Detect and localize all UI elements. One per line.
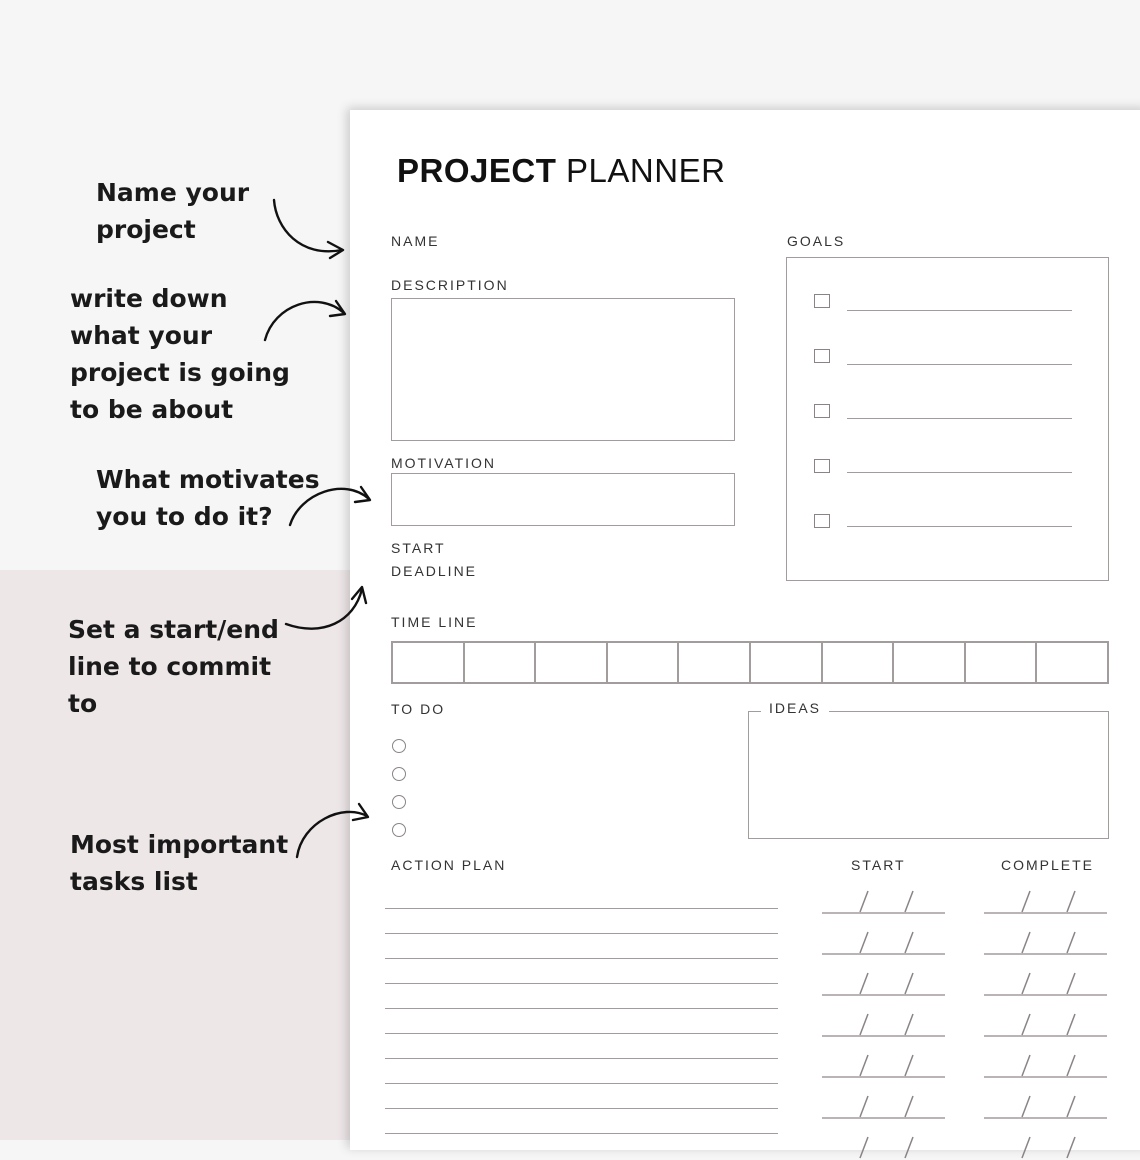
- action-plan-line[interactable]: [385, 933, 778, 934]
- start-date-field[interactable]: [822, 1093, 945, 1119]
- complete-date-field[interactable]: [984, 970, 1107, 996]
- start-column-label: START: [851, 857, 906, 873]
- action-plan-line[interactable]: [385, 983, 778, 984]
- start-date-field[interactable]: [822, 1011, 945, 1037]
- timeline-cell[interactable]: [393, 643, 465, 682]
- goal-checkbox[interactable]: [814, 459, 830, 473]
- action-plan-line[interactable]: [385, 908, 778, 909]
- start-date-field[interactable]: [822, 888, 945, 914]
- timeline-cell[interactable]: [679, 643, 751, 682]
- goals-box: [786, 257, 1109, 581]
- annotation-todo: Most important tasks list: [70, 830, 289, 896]
- action-plan-line[interactable]: [385, 1108, 778, 1109]
- goal-line[interactable]: [847, 472, 1072, 473]
- action-plan-line[interactable]: [385, 958, 778, 959]
- ideas-box[interactable]: [748, 711, 1109, 839]
- description-label: DESCRIPTION: [391, 277, 509, 293]
- timeline-cell[interactable]: [465, 643, 537, 682]
- goal-line[interactable]: [847, 310, 1072, 311]
- motivation-label: MOTIVATION: [391, 455, 497, 471]
- action-plan-label: ACTION PLAN: [391, 857, 507, 873]
- complete-date-field[interactable]: [984, 1052, 1107, 1078]
- start-date-field[interactable]: [822, 929, 945, 955]
- action-plan-line[interactable]: [385, 1033, 778, 1034]
- timeline-cell[interactable]: [823, 643, 895, 682]
- complete-date-field[interactable]: [984, 1093, 1107, 1119]
- goal-checkbox[interactable]: [814, 349, 830, 363]
- title-light: PLANNER: [566, 152, 726, 189]
- title-bold: PROJECT: [397, 152, 557, 189]
- arrow-icon: [274, 200, 343, 258]
- deadline-label: DEADLINE: [391, 563, 478, 579]
- complete-date-field[interactable]: [984, 929, 1107, 955]
- complete-date-field[interactable]: [984, 888, 1107, 914]
- goal-checkbox[interactable]: [814, 404, 830, 418]
- todo-circle[interactable]: [392, 767, 406, 781]
- todo-label: TO DO: [391, 701, 446, 717]
- timeline-cell[interactable]: [894, 643, 966, 682]
- annotation-dates: Set a start/end line to commit to: [68, 615, 279, 718]
- name-label: NAME: [391, 233, 440, 249]
- goal-checkbox[interactable]: [814, 514, 830, 528]
- action-plan-line[interactable]: [385, 1058, 778, 1059]
- goal-checkbox[interactable]: [814, 294, 830, 308]
- action-plan-line[interactable]: [385, 1008, 778, 1009]
- timeline-cell[interactable]: [966, 643, 1038, 682]
- goal-line[interactable]: [847, 526, 1072, 527]
- todo-circle[interactable]: [392, 739, 406, 753]
- annotation-description: write down what your project is going to be about: [70, 284, 290, 424]
- goal-line[interactable]: [847, 418, 1072, 419]
- page-title: [397, 152, 725, 190]
- todo-circle[interactable]: [392, 795, 406, 809]
- timeline-cell[interactable]: [751, 643, 823, 682]
- motivation-box[interactable]: [391, 473, 735, 526]
- start-date-field[interactable]: [822, 1052, 945, 1078]
- action-plan-line[interactable]: [385, 1133, 778, 1134]
- todo-circle[interactable]: [392, 823, 406, 837]
- description-box[interactable]: [391, 298, 735, 441]
- timeline-cell[interactable]: [608, 643, 680, 682]
- start-label: START: [391, 540, 446, 556]
- goal-line[interactable]: [847, 364, 1072, 365]
- timeline-cell[interactable]: [1037, 643, 1107, 682]
- goals-label: GOALS: [787, 233, 846, 249]
- annotation-name: Name your project: [96, 178, 250, 244]
- complete-date-field[interactable]: [984, 1011, 1107, 1037]
- complete-date-field[interactable]: [984, 1134, 1107, 1160]
- ideas-label: IDEAS: [761, 700, 829, 716]
- annotation-motivation: What motivates you to do it?: [96, 465, 320, 531]
- timeline-grid: [391, 641, 1109, 684]
- start-date-field[interactable]: [822, 970, 945, 996]
- timeline-label: TIME LINE: [391, 614, 478, 630]
- complete-column-label: COMPLETE: [1001, 857, 1095, 873]
- action-plan-line[interactable]: [385, 1083, 778, 1084]
- start-date-field[interactable]: [822, 1134, 945, 1160]
- timeline-cell[interactable]: [536, 643, 608, 682]
